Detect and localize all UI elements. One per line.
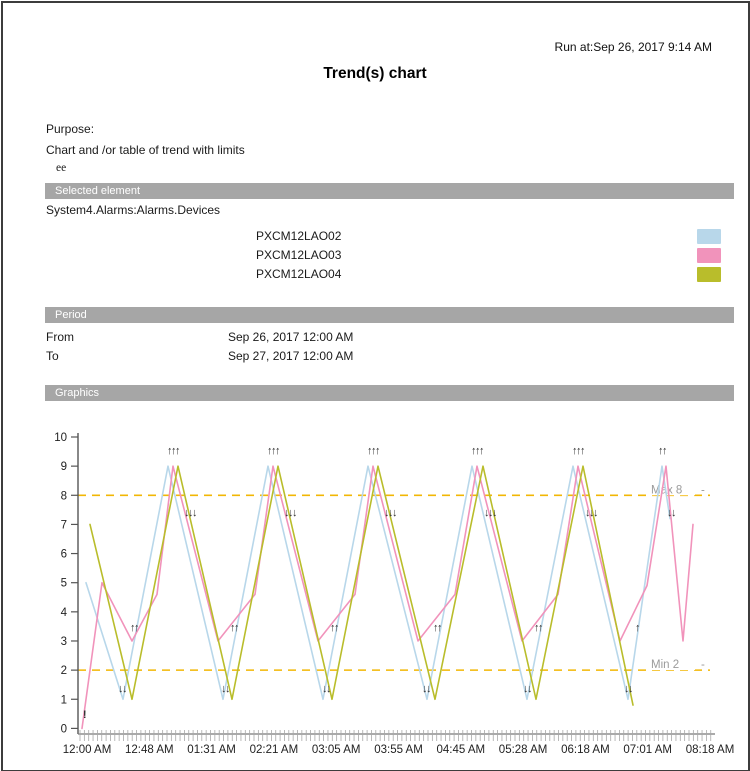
annotation-up-arrows: ↑↑↑ xyxy=(267,445,279,458)
max-limit-label-suffix: - xyxy=(701,484,705,497)
period-to-label: To xyxy=(46,349,59,363)
annotation-down-arrows: ↓↓ xyxy=(322,683,330,696)
run-at-timestamp: Run at:Sep 26, 2017 9:14 AM xyxy=(554,40,712,54)
x-axis-label: 12:00 AM xyxy=(62,744,112,756)
y-axis-tick-label: 10 xyxy=(54,432,67,444)
annotation-alert: ! xyxy=(82,708,86,721)
annotation-down-arrows: ↓↓↓ xyxy=(484,507,496,520)
x-axis-label: 03:55 AM xyxy=(374,744,423,756)
annotation-up-arrows: ↑↑↑ xyxy=(367,445,379,458)
y-axis-tick-label: 8 xyxy=(60,490,67,503)
series-PXCM12LAO02 xyxy=(86,466,670,699)
section-header-selected-element: Selected element xyxy=(45,183,734,199)
annotation-down-arrows: ↓↓↓ xyxy=(585,507,597,520)
min-limit-label: Min 2 xyxy=(651,659,680,672)
annotation-down-arrows: ↓↓ xyxy=(523,683,531,696)
annotation-up-arrows: ↑↑ xyxy=(130,621,138,634)
x-axis-label: 07:01 AM xyxy=(623,744,672,756)
page-title: Trend(s) chart xyxy=(323,65,427,82)
x-axis-label: 05:28 AM xyxy=(498,744,548,756)
annotation-up-arrows: ↑↑ xyxy=(330,621,338,634)
annotation-up-arrows: ↑↑↑ xyxy=(167,445,179,458)
annotation-up-arrows: ↑↑ xyxy=(230,621,238,634)
y-axis-tick-label: 7 xyxy=(60,519,67,532)
x-axis-label: 08:18 AM xyxy=(685,744,735,756)
purpose-note: ee xyxy=(56,162,67,174)
annotation-down-arrows: ↓↓↓ xyxy=(284,507,296,520)
annotation-up-arrows: ↑ xyxy=(635,621,639,634)
y-axis-tick-label: 0 xyxy=(60,723,67,736)
y-axis-tick-label: 1 xyxy=(60,694,67,707)
annotation-down-arrows: ↓↓ xyxy=(221,683,229,696)
legend-label: PXCM12LAO02 xyxy=(256,229,342,243)
x-axis-label: 02:21 AM xyxy=(249,744,299,756)
annotation-up-arrows: ↑↑↑ xyxy=(572,445,584,458)
min-limit-label-suffix: - xyxy=(701,659,705,672)
annotation-down-arrows: ↓↓ xyxy=(118,683,126,696)
period-from-label: From xyxy=(46,330,74,344)
purpose-description: Chart and /or table of trend with limits xyxy=(46,143,245,157)
max-limit-label: Max 8 xyxy=(651,484,683,497)
annotation-up-arrows: ↑↑ xyxy=(433,621,441,634)
period-to-value: Sep 27, 2017 12:00 AM xyxy=(228,349,354,363)
annotation-up-arrows: ↑↑↑ xyxy=(471,445,483,458)
annotation-down-arrows: ↓↓ xyxy=(667,507,675,520)
y-axis-tick-label: 3 xyxy=(60,635,67,648)
period-from-value: Sep 26, 2017 12:00 AM xyxy=(228,330,354,344)
x-axis-label: 01:31 AM xyxy=(187,744,236,756)
x-axis-label: 03:05 AM xyxy=(311,744,361,756)
purpose-label: Purpose: xyxy=(46,122,95,136)
y-axis-tick-label: 4 xyxy=(60,606,67,619)
x-axis-label: 04:45 AM xyxy=(436,744,486,756)
section-header-graphics: Graphics xyxy=(45,385,734,401)
legend-label: PXCM12LAO04 xyxy=(256,267,342,281)
y-axis-tick-label: 9 xyxy=(60,461,67,474)
selected-element-path: System4.Alarms:Alarms.Devices xyxy=(46,203,221,217)
legend-label: PXCM12LAO03 xyxy=(256,248,342,262)
y-axis-tick-label: 2 xyxy=(60,665,67,678)
y-axis-tick-label: 6 xyxy=(60,548,67,561)
x-axis-label: 12:48 AM xyxy=(125,744,174,756)
annotation-up-arrows: ↑↑ xyxy=(534,621,542,634)
annotation-up-arrows: ↑↑ xyxy=(658,445,666,458)
y-axis-tick-label: 5 xyxy=(60,577,67,590)
annotation-down-arrows: ↓↓ xyxy=(624,683,632,696)
annotation-down-arrows: ↓↓↓ xyxy=(184,507,196,520)
annotation-down-arrows: ↓↓↓ xyxy=(384,507,396,520)
annotation-down-arrows: ↓↓ xyxy=(422,683,430,696)
x-axis-label: 06:18 AM xyxy=(561,744,610,756)
section-header-period: Period xyxy=(45,307,734,323)
